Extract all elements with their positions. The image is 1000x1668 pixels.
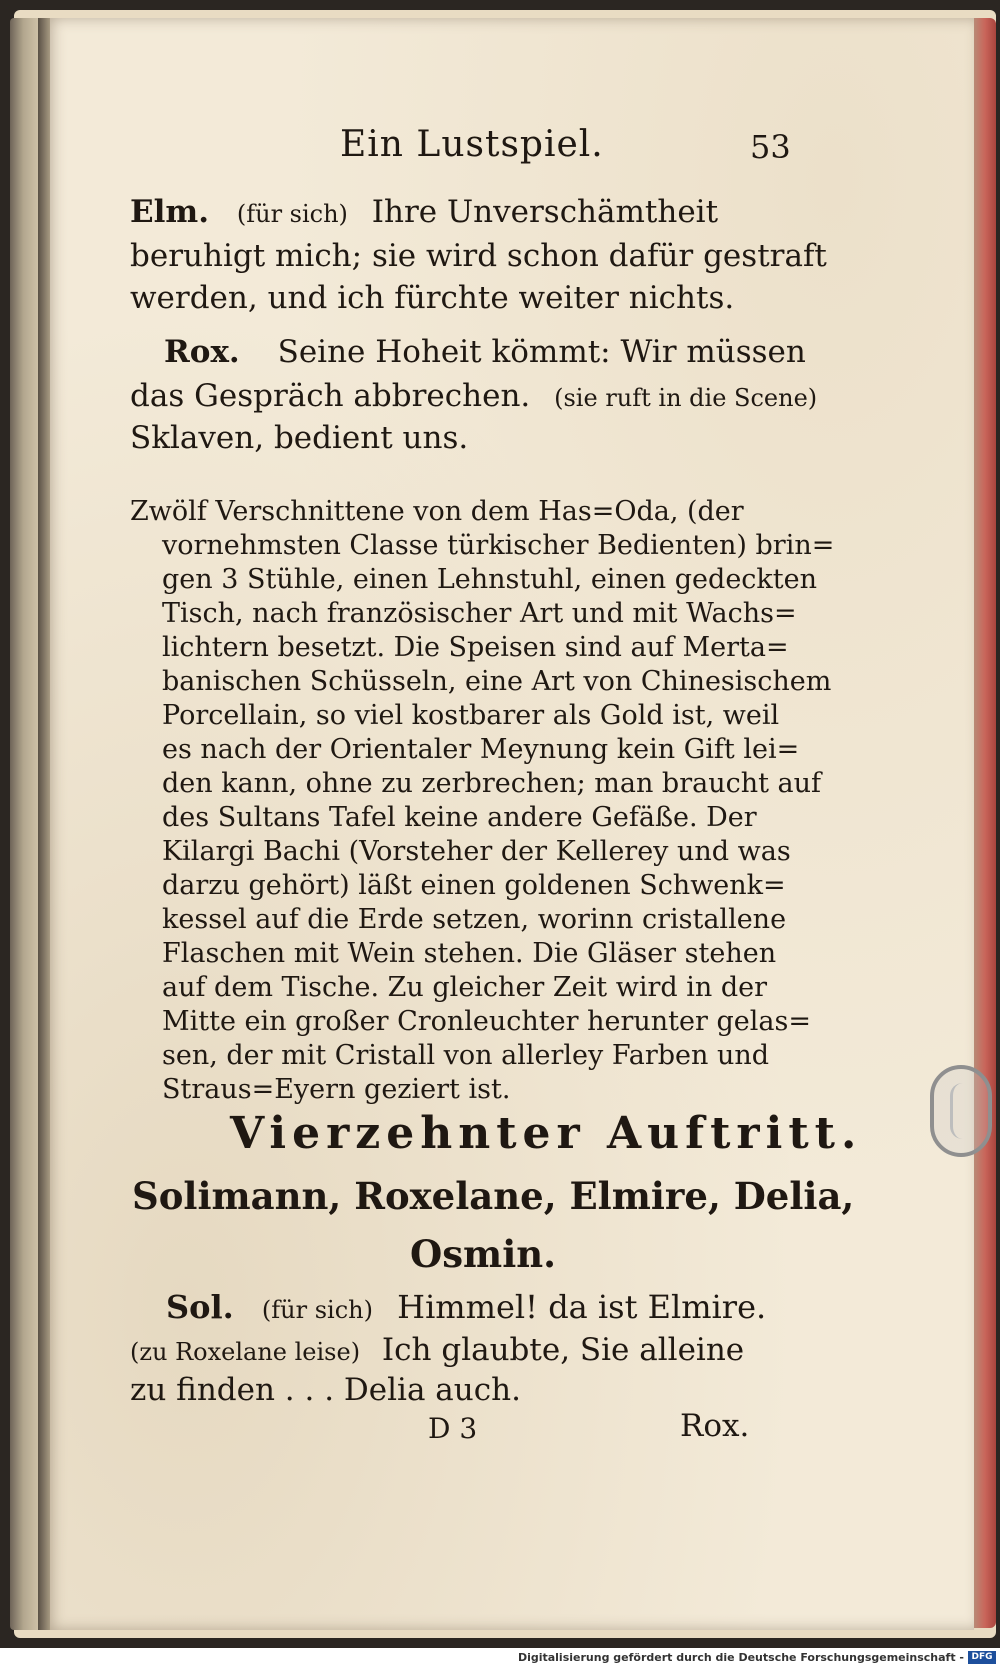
dialogue-line-1: [130, 194, 718, 230]
speaker-name: Elm.: [130, 194, 209, 230]
stage-direction: (für sich): [236, 200, 348, 228]
stage-line: Straus=Eyern geziert ist.: [162, 1074, 511, 1105]
stage-line: Flaschen mit Wein stehen. Die Gläser stehen: [162, 938, 777, 969]
catchword: Rox.: [680, 1408, 750, 1444]
stage-line: es nach der Orientaler Meynung kein Gift lei=: [162, 734, 800, 765]
stage-line: Mitte ein großer Cronleuchter herunter gelas=: [162, 1006, 811, 1037]
stage-line: Tisch, nach französischer Art und mit Wachs=: [162, 598, 797, 629]
page-number: 53: [750, 128, 791, 166]
stage-line: den kann, ohne zu zerbrechen; man braucht auf: [162, 768, 822, 799]
stage-line: Kilargi Bachi (Vorsteher der Kellerey und was: [162, 836, 791, 867]
stage-line: des Sultans Tafel keine andere Gefäße. Der: [162, 802, 757, 833]
page-clip: [930, 1065, 992, 1157]
stage-direction: (für sich): [261, 1296, 373, 1324]
book-gutter: [38, 18, 50, 1630]
signature-mark: D 3: [428, 1412, 478, 1445]
stage-line: sen, der mit Cristall von allerley Farben und: [162, 1040, 770, 1071]
characters-list: Solimann, Roxelane, Elmire, Delia,: [132, 1174, 855, 1218]
dialogue-text: Seine Hoheit kömmt: Wir müssen: [277, 334, 806, 370]
footer-bar: [0, 1648, 1000, 1668]
stage-line: auf dem Tische. Zu gleicher Zeit wird in der: [162, 972, 768, 1003]
red-page-edges: [974, 18, 996, 1628]
dialogue-text: das Gespräch abbrechen.: [130, 378, 531, 414]
running-title: Ein Lustspiel.: [340, 124, 604, 165]
stage-line: Zwölf Verschnittene von dem Has=Oda, (der: [130, 496, 744, 527]
stage-line: banischen Schüsseln, eine Art von Chinesischem: [162, 666, 832, 697]
stage-line: darzu gehört) läßt einen goldenen Schwenk=: [162, 870, 786, 901]
scene-heading: Vierzehnter Auftritt.: [230, 1108, 863, 1159]
dialogue-line-4: [130, 334, 806, 370]
dialogue-line-sol-3: zu finden . . . Delia auch.: [130, 1372, 521, 1408]
dialogue-line-6: Sklaven, bedient uns.: [130, 420, 469, 456]
funding-credit: Digitalisierung gefördert durch die Deutsche Forschungsgemeinschaft -: [517, 1651, 964, 1664]
characters-list-continued: Osmin.: [410, 1232, 557, 1276]
stage-direction: (sie ruft in die Scene): [554, 384, 818, 412]
stage-line: gen 3 Stühle, einen Lehnstuhl, einen gedeckten: [162, 564, 818, 595]
dialogue-line-sol-2: [130, 1332, 744, 1368]
stage-direction: (zu Roxelane leise): [130, 1338, 361, 1366]
dfg-logo: DFG: [968, 1651, 996, 1664]
dialogue-text: Himmel! da ist Elmire.: [397, 1288, 767, 1326]
dialogue-line-5: [130, 378, 817, 414]
dialogue-line-sol: [130, 1288, 766, 1326]
stage-line: lichtern besetzt. Die Speisen sind auf Merta=: [162, 632, 789, 663]
speaker-name: Sol.: [166, 1288, 234, 1326]
stage-line: vornehmsten Classe türkischer Bedienten) brin=: [162, 530, 835, 561]
dialogue-line-3: werden, und ich fürchte weiter nichts.: [130, 280, 735, 316]
stage-line: Porcellain, so viel kostbarer als Gold ist, weil: [162, 700, 780, 731]
stage-line: kessel auf die Erde setzen, worinn cristallene: [162, 904, 787, 935]
dialogue-text: Ich glaubte, Sie alleine: [381, 1332, 745, 1368]
speaker-name: Rox.: [164, 334, 240, 370]
page-clip-wire: [950, 1083, 975, 1139]
dialogue-text: Ihre Unverschämtheit: [371, 194, 719, 230]
dialogue-line-2: beruhigt mich; sie wird schon dafür gestraft: [130, 238, 827, 274]
